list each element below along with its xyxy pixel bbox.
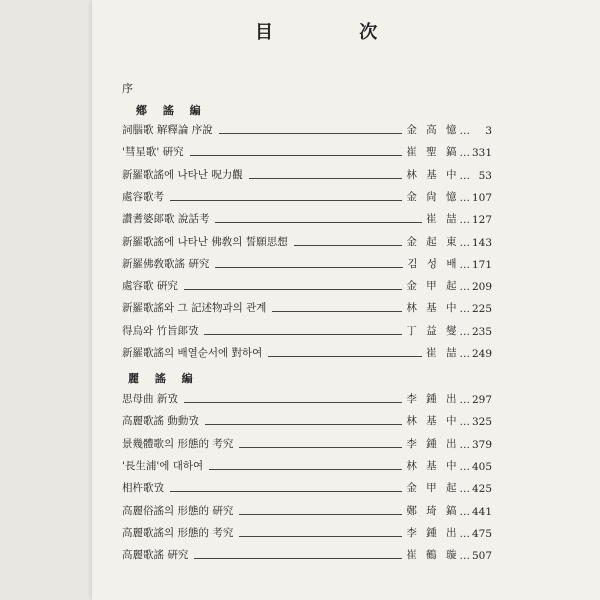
leader-line bbox=[219, 133, 403, 134]
entry-author: 丁 益 燮 bbox=[406, 324, 460, 337]
entry-page: 3 bbox=[485, 125, 492, 137]
entry-title: 新羅歌謠와 그 記述物과의 관계 bbox=[122, 302, 267, 315]
page-dots: … bbox=[459, 281, 470, 294]
entry-title: 讚耆婆郞歌 說話考 bbox=[122, 213, 210, 226]
entry-page: 297 bbox=[471, 394, 492, 406]
toc-entry bbox=[122, 435, 492, 451]
page-dots: … bbox=[459, 147, 470, 160]
entry-page: 127 bbox=[471, 214, 492, 227]
entry-page: 53 bbox=[478, 169, 492, 182]
leader-line bbox=[170, 491, 402, 492]
entry-page: 143 bbox=[471, 236, 492, 249]
entry-title: 相杵歌攷 bbox=[122, 482, 164, 495]
entry-page: 209 bbox=[471, 281, 492, 294]
entry-author: 林 基 中 bbox=[406, 168, 460, 181]
entry-title: 得烏와 竹旨郞攷 bbox=[122, 324, 199, 337]
entry-author: 崔 鶴 璇 bbox=[406, 549, 460, 562]
page-dots: … bbox=[459, 125, 470, 137]
entry-title: 高麗俗謠의 形態的 硏究 bbox=[122, 504, 234, 517]
entry-title: 新羅歌謠에 나타난 佛敎의 誓願思想 bbox=[122, 235, 288, 248]
page-dots: … bbox=[459, 348, 470, 360]
entry-page: 425 bbox=[471, 483, 492, 496]
page-dots: … bbox=[459, 416, 470, 429]
toc-entry bbox=[122, 322, 492, 338]
entry-author: 金 起 東 bbox=[406, 235, 460, 248]
page-dots: … bbox=[459, 214, 470, 227]
toc-entry bbox=[122, 143, 492, 159]
leader-line bbox=[294, 245, 403, 246]
entry-author: 金 甲 起 bbox=[406, 482, 460, 495]
page-dots: … bbox=[459, 550, 470, 563]
entry-author: 林 基 中 bbox=[406, 302, 460, 315]
toc-entry bbox=[122, 502, 492, 518]
entry-page: 405 bbox=[471, 460, 492, 473]
entry-page: 325 bbox=[471, 416, 492, 429]
entry-title: 詞腦歌 解釋論 序說 bbox=[122, 124, 213, 136]
entry-page: 235 bbox=[471, 325, 492, 338]
entry-title: 新羅歌謠의 배열순서에 對하여 bbox=[122, 347, 263, 359]
toc-entry bbox=[122, 166, 492, 182]
page-dots: … bbox=[459, 236, 470, 249]
leader-line bbox=[190, 155, 403, 156]
toc-entry bbox=[122, 233, 492, 249]
page-dots: … bbox=[459, 325, 470, 338]
page-dots: … bbox=[459, 258, 470, 271]
leader-line bbox=[249, 178, 403, 179]
leader-line bbox=[215, 222, 422, 223]
entry-page: 107 bbox=[471, 191, 492, 204]
entry-page: 225 bbox=[471, 303, 492, 316]
entry-title: 思母曲 新攷 bbox=[122, 393, 178, 405]
leader-line bbox=[204, 334, 402, 335]
page-dots: … bbox=[459, 527, 470, 540]
entry-author: 李 鍾 出 bbox=[406, 393, 460, 405]
leader-line bbox=[205, 424, 402, 425]
leader-line bbox=[268, 356, 422, 357]
leader-line bbox=[209, 469, 402, 470]
entry-title: '彗星歌' 硏究 bbox=[122, 146, 184, 159]
leader-line bbox=[215, 267, 403, 268]
entry-author: 金 尙 憶 bbox=[406, 190, 460, 203]
page-dots: … bbox=[459, 483, 470, 496]
entry-page: 171 bbox=[471, 258, 492, 271]
entry-page: 507 bbox=[471, 550, 492, 563]
page-dots: … bbox=[459, 303, 470, 316]
page-dots: … bbox=[459, 191, 470, 204]
page-title: 目 次 bbox=[255, 22, 418, 43]
entry-author: 崔 喆 bbox=[426, 213, 460, 226]
entry-page: 379 bbox=[471, 438, 492, 451]
page-dots: … bbox=[459, 169, 470, 182]
entry-title: 處容歌考 bbox=[122, 190, 164, 203]
entry-title: 高麗歌謠의 形態的 考究 bbox=[122, 526, 234, 539]
entry-author: 金 甲 起 bbox=[406, 280, 460, 293]
toc-entry bbox=[122, 546, 492, 562]
leader-line bbox=[239, 447, 402, 448]
leader-line bbox=[239, 514, 402, 515]
entry-page: 475 bbox=[471, 527, 492, 540]
page-dots: … bbox=[459, 438, 470, 451]
leader-line bbox=[184, 289, 402, 290]
toc-entry bbox=[122, 524, 492, 540]
toc-entry bbox=[122, 344, 492, 360]
leader-line bbox=[272, 311, 402, 312]
toc-entry bbox=[122, 210, 492, 226]
toc-entry bbox=[122, 479, 492, 495]
page-dots: … bbox=[459, 394, 470, 406]
entry-author: 李 鍾 出 bbox=[406, 526, 460, 539]
leader-line bbox=[170, 200, 402, 201]
entry-title: 高麗歌謠 動動攷 bbox=[122, 415, 199, 428]
entry-author: 林 基 中 bbox=[406, 459, 460, 472]
toc-entry bbox=[122, 255, 492, 271]
entry-author: 李 鍾 出 bbox=[406, 437, 460, 450]
entry-title: 處容歌 硏究 bbox=[122, 280, 178, 293]
entry-author: 崔 聖 鎬 bbox=[406, 146, 460, 159]
entry-author: 鄭 琦 鎬 bbox=[406, 504, 460, 517]
entry-title: '長生浦'에 대하여 bbox=[122, 459, 204, 472]
entry-title: 高麗歌謠 硏究 bbox=[122, 549, 189, 562]
preface-entry: 序 bbox=[122, 82, 133, 95]
section-heading-hyangga: 鄕 謠 編 bbox=[136, 104, 207, 117]
toc-entry bbox=[122, 188, 492, 204]
entry-page: 331 bbox=[471, 147, 492, 160]
toc-entry bbox=[122, 277, 492, 293]
page-dots: … bbox=[459, 460, 470, 473]
toc-entry bbox=[122, 121, 492, 137]
section-heading-goryeo: 麗 謠 編 bbox=[128, 372, 199, 385]
page-dots: … bbox=[459, 505, 470, 518]
entry-title: 新羅佛敎歌謠 硏究 bbox=[122, 257, 210, 270]
entry-author: 金 高 憶 bbox=[406, 124, 460, 136]
toc-entry bbox=[122, 457, 492, 473]
leader-line bbox=[239, 536, 402, 537]
toc-entry bbox=[122, 299, 492, 315]
entry-author: 林 基 中 bbox=[406, 415, 460, 428]
leader-line bbox=[194, 558, 402, 559]
entry-author: 김 성 배 bbox=[407, 257, 460, 270]
entry-page: 249 bbox=[471, 348, 492, 360]
toc-entry bbox=[122, 390, 492, 406]
entry-title: 景幾體歌의 形態的 考究 bbox=[122, 437, 234, 450]
entry-author: 崔 喆 bbox=[426, 347, 460, 359]
toc-entry bbox=[122, 412, 492, 428]
entry-page: 441 bbox=[471, 505, 492, 518]
leader-line bbox=[184, 402, 402, 403]
entry-title: 新羅歌謠에 나타난 呪力觀 bbox=[122, 168, 243, 181]
